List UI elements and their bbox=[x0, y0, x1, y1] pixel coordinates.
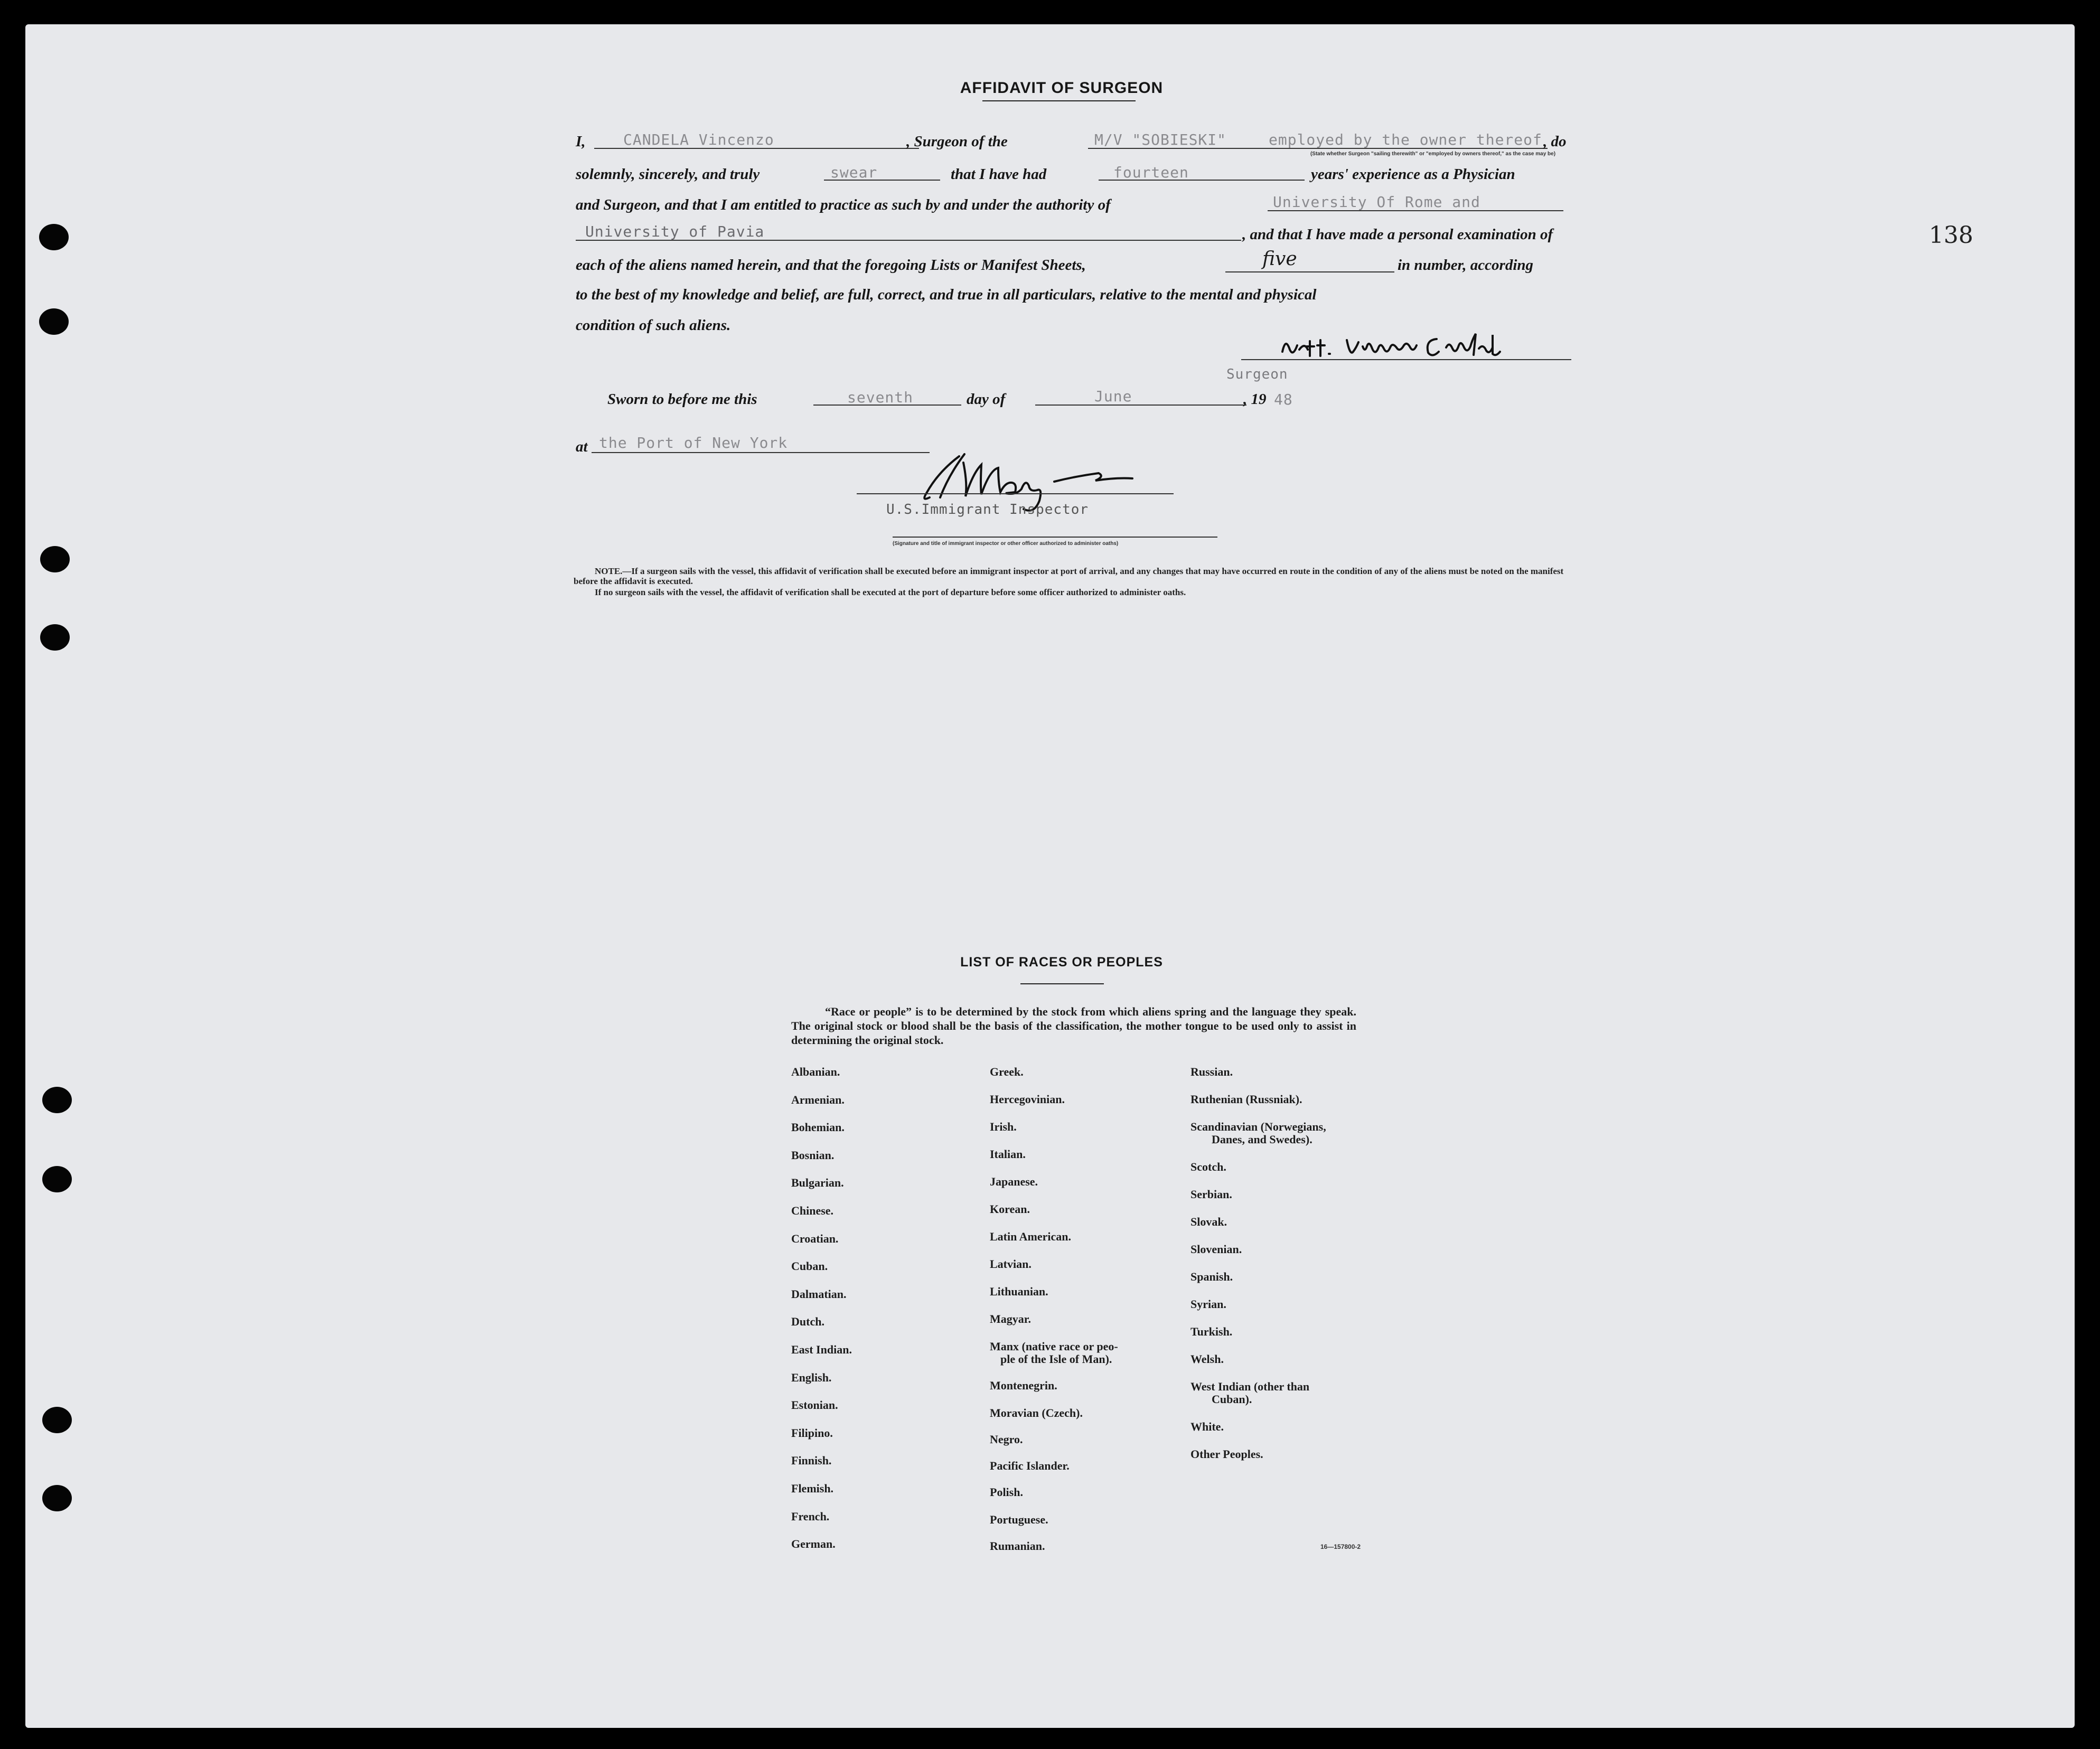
race-item: White. bbox=[1190, 1420, 1224, 1433]
text-to-the-best: to the best of my knowledge and belief, are full, correct, and true in all particulars, relative to the mental and physical bbox=[576, 286, 1317, 303]
punch-hole bbox=[42, 1166, 72, 1192]
race-item: Moravian (Czech). bbox=[990, 1406, 1083, 1419]
text-that-i-have-had: that I have had bbox=[951, 166, 1047, 183]
race-item: Ruthenian (Russniak). bbox=[1190, 1093, 1302, 1106]
race-item: East Indian. bbox=[791, 1343, 852, 1356]
race-item: Negro. bbox=[990, 1433, 1023, 1446]
race-item: English. bbox=[791, 1371, 832, 1384]
day-line bbox=[813, 405, 961, 406]
oath-value: swear bbox=[830, 164, 878, 181]
text-solemnly: solemnly, sincerely, and truly bbox=[576, 166, 760, 183]
text-each-of-the-aliens: each of the aliens named herein, and that the foregoing Lists or Manifest Sheets, bbox=[576, 257, 1086, 274]
inspector-title: U.S.Immigrant Inspector bbox=[886, 502, 1089, 518]
text-personal-examination: , and that I have made a personal examination of bbox=[1242, 226, 1553, 243]
vessel-value: M/V "SOBIESKI" bbox=[1094, 131, 1227, 148]
races-intro: “Race or people” is to be determined by the stock from which aliens spring and the language they speak. The original stock or blood shall be the basis of the classification, the mother tongue to be used only to assist in determining the original stock. bbox=[791, 1005, 1356, 1047]
text-and-surgeon: and Surgeon, and that I am entitled to practice as such by and under the authority of bbox=[576, 196, 1111, 213]
text-day-of: day of bbox=[967, 391, 1006, 408]
inspector-signature-line bbox=[857, 493, 1174, 494]
punch-hole bbox=[42, 1407, 72, 1433]
text-sworn: Sworn to before me this bbox=[607, 391, 757, 408]
inspector-signature bbox=[906, 449, 1181, 510]
place-line bbox=[592, 452, 930, 453]
text-surgeon-of-the: , Surgeon of the bbox=[906, 133, 1008, 150]
punch-hole bbox=[39, 224, 69, 250]
text-in-number: in number, according bbox=[1398, 257, 1534, 274]
race-item: Bulgarian. bbox=[791, 1176, 844, 1189]
inspector-note: (Signature and title of immigrant inspector or other officer authorized to administer oaths) bbox=[893, 541, 1119, 547]
surgeon-signature-graphic bbox=[1278, 331, 1526, 362]
race-item: Cuban). bbox=[1212, 1393, 1252, 1406]
punch-hole bbox=[39, 308, 69, 335]
race-item: Croatian. bbox=[791, 1232, 839, 1245]
document-page bbox=[25, 24, 2075, 1728]
vessel-line bbox=[1088, 148, 1548, 149]
race-item: German. bbox=[791, 1537, 836, 1550]
punch-hole bbox=[40, 624, 70, 651]
employment-value: employed by the owner thereof bbox=[1269, 131, 1542, 148]
race-item: Bohemian. bbox=[791, 1121, 845, 1134]
race-item: Dalmatian. bbox=[791, 1287, 847, 1301]
race-item: Hercegovinian. bbox=[990, 1093, 1065, 1106]
day-value: seventh bbox=[847, 389, 914, 406]
title-rule bbox=[982, 100, 1136, 101]
page-number: 138 bbox=[1929, 222, 1973, 249]
race-item: Lithuanian. bbox=[990, 1285, 1048, 1298]
authority-line-2 bbox=[576, 240, 1241, 241]
sheets-value: five bbox=[1262, 248, 1297, 270]
surgeon-name-line bbox=[594, 148, 919, 149]
oath-line bbox=[824, 180, 940, 181]
affidavit-note-2: If no surgeon sails with the vessel, the affidavit of verification shall be executed at the port of departure before some officer authorized to administer oaths. bbox=[595, 587, 1186, 597]
race-item: Russian. bbox=[1190, 1065, 1233, 1078]
sheets-handwritten-value bbox=[1262, 248, 1297, 270]
race-item: French. bbox=[791, 1510, 830, 1523]
month-line bbox=[1035, 405, 1246, 406]
text-at: at bbox=[576, 438, 588, 455]
race-item: ple of the Isle of Man). bbox=[1000, 1352, 1112, 1366]
inspector-note-line bbox=[893, 537, 1217, 538]
race-item: Dutch. bbox=[791, 1315, 824, 1328]
race-item: Scotch. bbox=[1190, 1160, 1226, 1173]
race-item: Other Peoples. bbox=[1190, 1447, 1263, 1461]
race-item: Estonian. bbox=[791, 1398, 838, 1412]
punch-hole bbox=[42, 1087, 72, 1113]
form-number: 16—157800-2 bbox=[1320, 1543, 1361, 1550]
race-item: Irish. bbox=[990, 1120, 1017, 1133]
race-item: Albanian. bbox=[791, 1065, 840, 1078]
surgeon-name-value: CANDELA Vincenzo bbox=[623, 131, 774, 148]
race-item: Italian. bbox=[990, 1148, 1026, 1161]
races-title-rule bbox=[1020, 983, 1104, 984]
affidavit-title: AFFIDAVIT OF SURGEON bbox=[960, 79, 1164, 97]
race-item: Filipino. bbox=[791, 1426, 833, 1440]
text-do: , do bbox=[1543, 133, 1567, 150]
years-line bbox=[1099, 180, 1305, 181]
race-item: Slovenian. bbox=[1190, 1243, 1242, 1256]
race-item: Montenegrin. bbox=[990, 1379, 1057, 1392]
race-item: West Indian (other than bbox=[1190, 1380, 1310, 1393]
race-item: Serbian. bbox=[1190, 1188, 1232, 1201]
year-suffix-value: 48 bbox=[1274, 391, 1293, 408]
surgeon-label: Surgeon bbox=[1226, 366, 1288, 382]
punch-hole bbox=[40, 546, 70, 572]
authority-value-1: University Of Rome and bbox=[1273, 193, 1480, 211]
text-i: I, bbox=[576, 133, 586, 150]
race-item: Danes, and Swedes). bbox=[1212, 1133, 1312, 1146]
affidavit-note-1: NOTE.—If a surgeon sails with the vessel, this affidavit of verification shall be executed before an immigrant inspector at port of arrival, and any changes that may have occurred en route in the condition of any of the aliens must be noted on the manifest before the affidavit is executed. bbox=[574, 566, 1564, 586]
race-item: Manx (native race or peo- bbox=[990, 1340, 1118, 1353]
years-value: fourteen bbox=[1113, 164, 1189, 181]
race-item: Slovak. bbox=[1190, 1215, 1227, 1228]
race-item: Pacific Islander. bbox=[990, 1459, 1070, 1472]
authority-line-1 bbox=[1268, 210, 1563, 211]
race-item: Spanish. bbox=[1190, 1270, 1233, 1283]
place-value: the Port of New York bbox=[599, 434, 788, 452]
employment-note: (State whether Surgeon "sailing therewith" or "employed by owners thereof," as the case may be) bbox=[1310, 151, 1556, 157]
race-item: Rumanian. bbox=[990, 1539, 1045, 1553]
race-item: Chinese. bbox=[791, 1204, 834, 1217]
text-year-prefix: , 19 bbox=[1243, 391, 1267, 408]
race-item: Scandinavian (Norwegians, bbox=[1190, 1120, 1326, 1133]
race-item: Syrian. bbox=[1190, 1297, 1226, 1311]
text-years-experience: years' experience as a Physician bbox=[1311, 166, 1515, 183]
race-item: Welsh. bbox=[1190, 1352, 1224, 1366]
race-item: Turkish. bbox=[1190, 1325, 1233, 1338]
race-item: Japanese. bbox=[990, 1175, 1038, 1188]
race-item: Greek. bbox=[990, 1065, 1024, 1078]
month-value: June bbox=[1094, 388, 1132, 405]
sheets-line bbox=[1225, 271, 1394, 272]
race-item: Bosnian. bbox=[791, 1149, 835, 1162]
race-item: Flemish. bbox=[791, 1482, 834, 1495]
punch-hole bbox=[42, 1485, 72, 1511]
race-item: Cuban. bbox=[791, 1259, 828, 1273]
race-item: Magyar. bbox=[990, 1312, 1032, 1325]
race-item: Latvian. bbox=[990, 1257, 1032, 1271]
authority-value-2: University of Pavia bbox=[585, 223, 765, 240]
inspector-signature-graphic bbox=[906, 449, 1181, 507]
race-item: Finnish. bbox=[791, 1454, 832, 1467]
text-condition: condition of such aliens. bbox=[576, 317, 731, 334]
race-item: Korean. bbox=[990, 1202, 1030, 1216]
surgeon-signature-line bbox=[1241, 359, 1571, 360]
race-item: Portuguese. bbox=[990, 1513, 1048, 1526]
races-title: LIST OF RACES OR PEOPLES bbox=[960, 955, 1163, 970]
race-item: Polish. bbox=[990, 1485, 1023, 1499]
race-item: Latin American. bbox=[990, 1230, 1071, 1243]
race-item: Armenian. bbox=[791, 1093, 845, 1106]
